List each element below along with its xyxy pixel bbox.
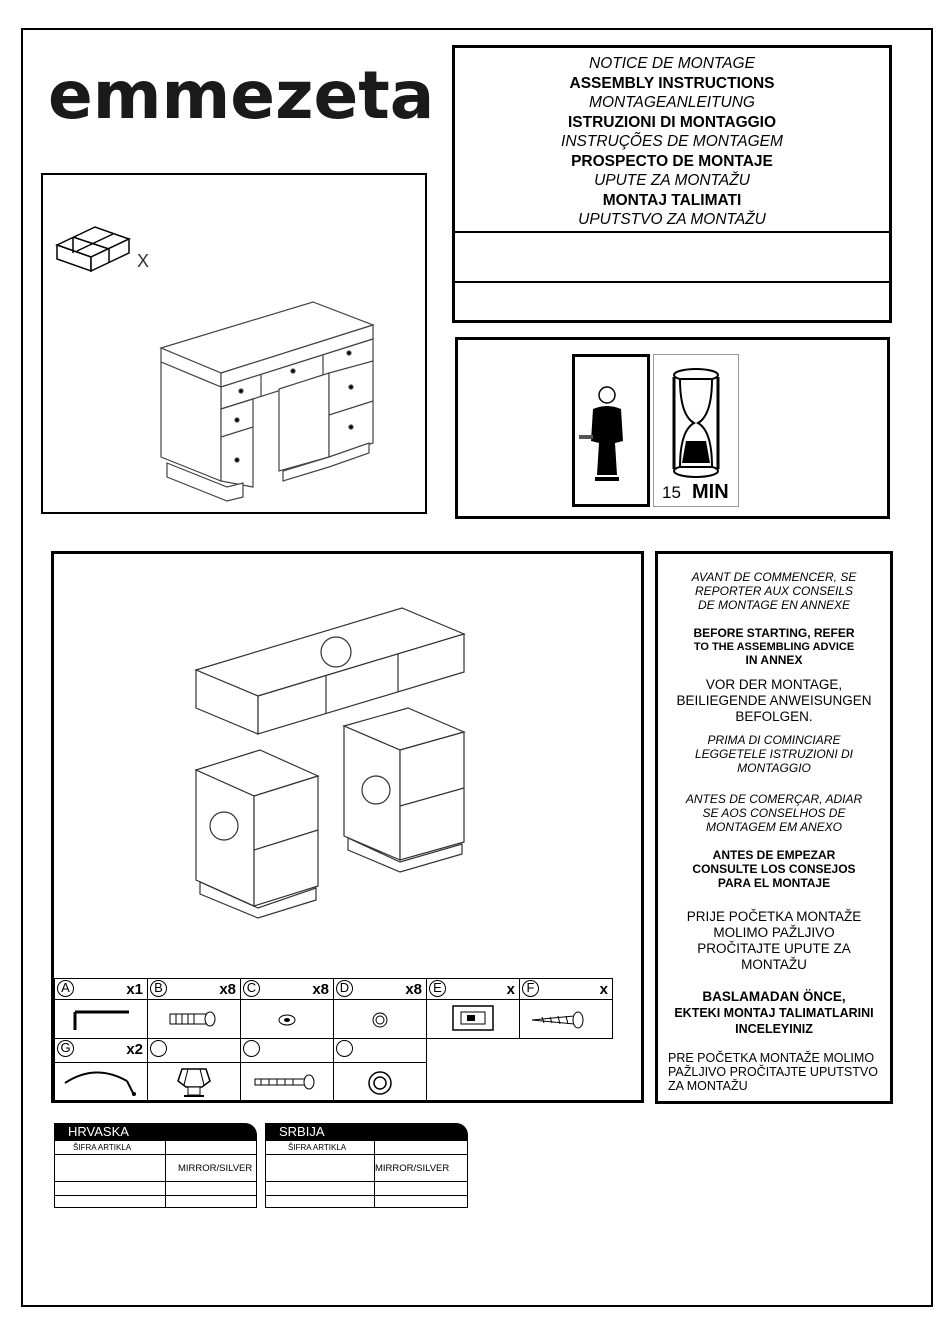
part-a-quantity: x1 [126, 981, 143, 998]
advice-hr-1: PRIJE POČETKA MONTAŽE [686, 909, 862, 924]
cable-icon [55, 1063, 147, 1100]
advice-fr-3: DE MONTAGE EN ANNEXE [697, 598, 851, 612]
part-j-label [336, 1040, 353, 1057]
package-icon [57, 227, 129, 271]
title-line-de: MONTAGEANLEITUNG [589, 94, 755, 111]
part-h-image [147, 1062, 241, 1101]
title-line-it: ISTRUZIONI DI MONTAGGIO [567, 113, 777, 131]
part-b-image [147, 999, 241, 1039]
part-g-quantity: x2 [126, 1041, 143, 1058]
advice-fr-1: AVANT DE COMMENCER, SE [691, 570, 857, 584]
part-g-header [54, 1038, 148, 1063]
advice-sr-3: ZA MONTAŽU [668, 1079, 748, 1093]
title-line-en: ASSEMBLY INSTRUCTIONS [569, 74, 775, 92]
advice-es-1: ANTES DE EMPEZAR [712, 848, 836, 862]
advice-hr-3: PROČITAJTE UPUTE ZA [697, 941, 851, 956]
advice-es-3: PARA EL MONTAJE [717, 876, 831, 890]
part-f-label: F [522, 980, 539, 997]
part-d-quantity: x8 [405, 981, 422, 998]
row-divider [266, 1181, 467, 1182]
part-c-quantity: x8 [312, 981, 329, 998]
part-b-label: B [150, 980, 167, 997]
advice-es-2: CONSULTE LOS CONSEJOS [692, 862, 856, 876]
part-g-image [54, 1062, 148, 1101]
advice-hr-2: MOLIMO PAŽLJIVO [713, 925, 835, 940]
advice-en-2: TO THE ASSEMBLING ADVICE [693, 641, 855, 653]
advice-sr-1: PRE POČETKA MONTAŽE MOLIMO [668, 1051, 875, 1065]
title-info-row [455, 231, 889, 283]
row-divider [55, 1195, 256, 1196]
title-line-hr: UPUTE ZA MONTAŽU [594, 172, 750, 189]
part-a-label: A [57, 980, 74, 997]
title-lines [455, 54, 889, 230]
part-a-header [54, 978, 148, 1000]
row-divider [55, 1181, 256, 1182]
part-e-image [426, 999, 520, 1039]
allen-key-icon [55, 1000, 147, 1038]
advice-pt-2: SE AOS CONSELHOS DE [702, 806, 846, 820]
part-b-quantity: x8 [219, 981, 236, 998]
advice-tr-3: INCELEYINIZ [735, 1022, 813, 1036]
part-h-header [147, 1038, 241, 1063]
article-table-sr [265, 1123, 468, 1208]
row-divider [266, 1195, 467, 1196]
article-color-sr: MIRROR/SILVER [375, 1163, 450, 1174]
article-table-sr-body [265, 1140, 468, 1208]
col-divider [374, 1141, 375, 1207]
advice-pt-3: MONTAGEM EM ANEXO [705, 820, 842, 834]
assembly-advice-box [655, 551, 893, 1104]
row-divider [266, 1154, 467, 1155]
hourglass-icon [654, 355, 738, 480]
advice-it-2: LEGGETELE ISTRUZIONI DI [694, 747, 854, 761]
article-code-label-hr: ŠIFRA ARTIKLA [73, 1143, 132, 1152]
part-g-label: G [57, 1040, 74, 1057]
part-c-image [240, 999, 334, 1039]
advice-tr-2: EKTEKI MONTAJ TALIMATLARINI [674, 1006, 874, 1020]
part-j-header [333, 1038, 427, 1063]
part-h-label [150, 1040, 167, 1057]
title-line-fr: NOTICE DE MONTAGE [589, 55, 755, 72]
time-unit: MIN [692, 481, 729, 503]
part-f-image [519, 999, 613, 1039]
brand-logo: emmezeta [48, 57, 435, 134]
dressing-table-illustration [43, 175, 425, 512]
advice-pt-1: ANTES DE COMERÇAR, ADIAR [685, 792, 863, 806]
part-i-label [243, 1040, 260, 1057]
cam-bolt-icon [334, 1000, 426, 1038]
worker-icon [575, 357, 647, 504]
advice-it-1: PRIMA DI COMINCIARE [707, 733, 841, 747]
hardware-parts-grid [54, 978, 614, 1101]
title-line-es: PROSPECTO DE MONTAJE [571, 152, 773, 170]
hourglass-panel [653, 354, 739, 507]
part-d-header [333, 978, 427, 1000]
exploded-view-illustration [54, 554, 641, 974]
advice-tr-1: BASLAMADAN ÖNCE, [702, 989, 846, 1004]
col-divider [165, 1141, 166, 1207]
article-table-sr-country: SRBIJA [265, 1123, 468, 1140]
part-j-image [333, 1062, 427, 1101]
title-line-sr: UPUTSTVO ZA MONTAŽU [578, 211, 766, 228]
advice-en-3: IN ANNEX [745, 653, 803, 667]
bracket-icon [427, 1000, 519, 1038]
title-line-tr: MONTAJ TALIMATI [602, 191, 742, 209]
washer-icon [334, 1063, 426, 1100]
cam-lock-icon [241, 1000, 333, 1038]
advice-de-3: BEFOLGEN. [735, 709, 813, 724]
part-i-image [240, 1062, 334, 1101]
advice-de-2: BEILIEGENDE ANWEISUNGEN [676, 693, 872, 708]
part-f-header [519, 978, 613, 1000]
advice-en-1: BEFORE STARTING, REFER [693, 626, 855, 640]
advice-it-3: MONTAGGIO [737, 761, 811, 775]
worker-panel [572, 354, 650, 507]
article-table-hr-body [54, 1140, 257, 1208]
part-f-quantity: x [599, 981, 608, 998]
article-table-hr-country: HRVASKA [54, 1123, 257, 1140]
part-d-image [333, 999, 427, 1039]
article-table-hr [54, 1123, 257, 1208]
screw-icon [520, 1000, 612, 1038]
part-d-label: D [336, 980, 353, 997]
part-e-label: E [429, 980, 446, 997]
time-value: 15 [662, 483, 681, 502]
part-i-header [240, 1038, 334, 1063]
part-e-quantity: x [506, 981, 515, 998]
package-quantity: X [137, 251, 150, 271]
part-c-label: C [243, 980, 260, 997]
part-a-image [54, 999, 148, 1039]
product-overview [41, 173, 427, 514]
title-box [452, 45, 892, 323]
part-b-header [147, 978, 241, 1000]
advice-sr-2: PAŽLJIVO PROČITAJTE UPUTSTVO [668, 1065, 878, 1079]
part-c-header [240, 978, 334, 1000]
knob-icon [148, 1063, 240, 1100]
assembly-time-box [455, 337, 890, 519]
row-divider [55, 1154, 256, 1155]
dowel-icon [148, 1000, 240, 1038]
long-screw-icon [241, 1063, 333, 1100]
article-code-label-sr: ŠIFRA ARTIKLA [288, 1143, 347, 1152]
part-e-header [426, 978, 520, 1000]
article-color-hr: MIRROR/SILVER [178, 1163, 253, 1174]
advice-hr-4: MONTAŽU [741, 957, 807, 972]
advice-de-1: VOR DER MONTAGE, [705, 677, 843, 692]
advice-fr-2: REPORTER AUX CONSEILS [694, 584, 854, 598]
title-line-pt: INSTRUÇÕES DE MONTAGEM [561, 133, 783, 150]
